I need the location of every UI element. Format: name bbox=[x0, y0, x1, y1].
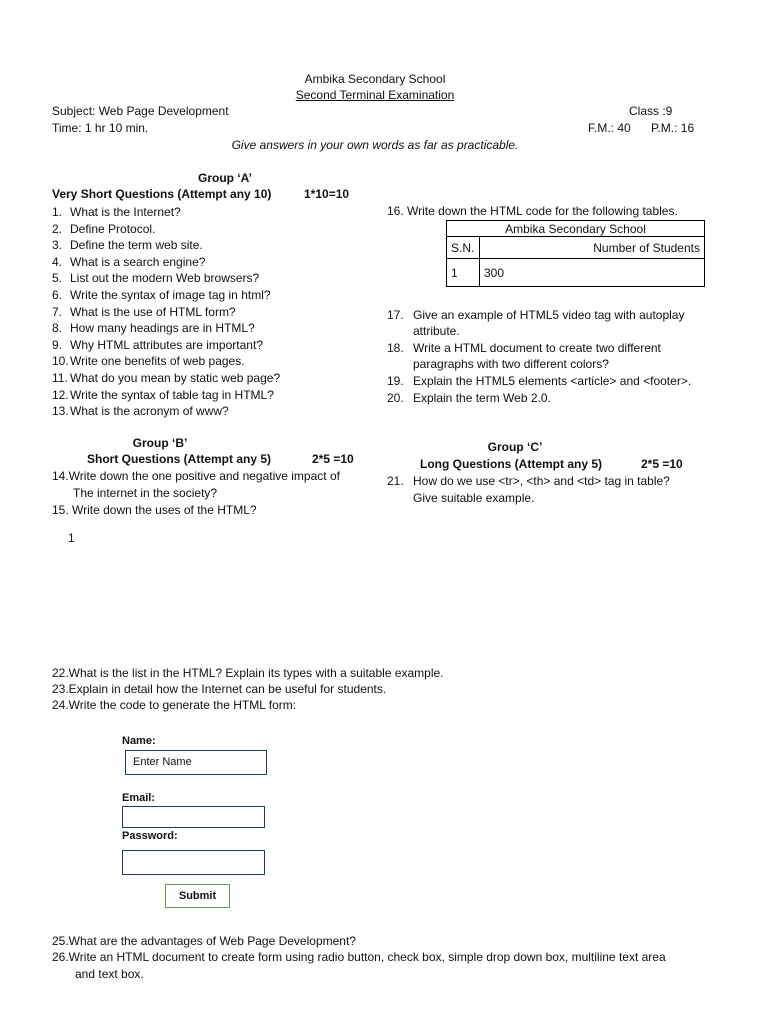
school-name: Ambika Secondary School bbox=[304, 72, 446, 86]
group-b-heading: Short Questions (Attempt any 5) bbox=[87, 452, 272, 466]
pass-marks: P.M.: 16 bbox=[651, 121, 695, 135]
question-7 bbox=[52, 304, 236, 320]
password-label: Password: bbox=[122, 830, 178, 842]
question-21-number: 21. bbox=[387, 474, 404, 488]
question-text: What is a search engine? bbox=[70, 254, 206, 269]
question-26: 26.Write an HTML document to create form using radio button, check box, simple drop down box, multiline text area bbox=[52, 950, 666, 964]
question-18: Write a HTML document to create two different bbox=[413, 341, 661, 355]
question-21: How do we use <tr>, <th> and <td> tag in table? bbox=[413, 474, 670, 488]
question-text: What is the acronym of www? bbox=[70, 404, 229, 419]
question-number: 3. bbox=[52, 238, 63, 253]
subject-line: Subject: Web Page Development bbox=[52, 104, 229, 118]
question-10 bbox=[52, 353, 245, 369]
name-input-placeholder: Enter Name bbox=[133, 756, 192, 768]
question-3 bbox=[52, 237, 203, 253]
question-11 bbox=[52, 370, 280, 386]
question-number: 4. bbox=[52, 254, 63, 269]
question-9 bbox=[52, 337, 263, 353]
question-number: 2. bbox=[52, 221, 63, 236]
email-input bbox=[122, 806, 265, 828]
question-14-cont: The internet in the society? bbox=[73, 486, 218, 500]
group-c-heading: Long Questions (Attempt any 5) bbox=[420, 457, 603, 471]
question-number: 8. bbox=[52, 321, 63, 336]
question-text: Write the syntax of image tag in html? bbox=[70, 288, 271, 302]
question-19-number: 19. bbox=[387, 374, 404, 388]
question-24: 24.Write the code to generate the HTML form: bbox=[52, 698, 297, 712]
table-cell-sn: 1 bbox=[447, 259, 480, 287]
question-text: Write one benefits of web pages. bbox=[70, 354, 245, 369]
question-23: 23.Explain in detail how the Internet can be useful for students. bbox=[52, 682, 387, 696]
question-25: 25.What are the advantages of Web Page Development? bbox=[52, 934, 356, 948]
group-b-marks: 2*5 =10 bbox=[312, 452, 354, 466]
question-number: 13. bbox=[52, 404, 69, 419]
question-text: Write the syntax of table tag in HTML? bbox=[70, 387, 274, 402]
table-header-students: Number of Students bbox=[480, 237, 705, 259]
question-8 bbox=[52, 320, 255, 336]
question-number: 12. bbox=[52, 387, 69, 402]
group-a-marks: 1*10=10 bbox=[304, 187, 350, 201]
question-15: 15. Write down the uses of the HTML? bbox=[52, 503, 257, 517]
group-c-title: Group ‘C’ bbox=[487, 440, 543, 454]
question-12 bbox=[52, 387, 274, 403]
question-21-cont: Give suitable example. bbox=[413, 491, 535, 505]
exam-title: Second Terminal Examination bbox=[295, 88, 455, 102]
table-title-cell: Ambika Secondary School bbox=[447, 221, 705, 237]
question-number: 6. bbox=[52, 288, 63, 302]
full-marks: F.M.: 40 bbox=[588, 121, 631, 135]
question-2 bbox=[52, 221, 155, 237]
question-18-number: 18. bbox=[387, 341, 404, 355]
question-14: 14.Write down the one positive and negative impact of bbox=[52, 469, 340, 483]
submit-button: Submit bbox=[165, 884, 230, 908]
question-22: 22.What is the list in the HTML? Explain its types with a suitable example. bbox=[52, 666, 444, 680]
table-cell-students: 300 bbox=[480, 259, 705, 287]
question-text: Define Protocol. bbox=[70, 221, 156, 236]
instruction: Give answers in your own words as far as practicable. bbox=[231, 138, 519, 152]
group-a-heading: Very Short Questions (Attempt any 10) bbox=[52, 187, 272, 201]
question-5 bbox=[52, 270, 259, 286]
group-b-title: Group ‘B’ bbox=[132, 436, 188, 450]
question-text: What is the use of HTML form? bbox=[70, 304, 236, 319]
question-text: What is the Internet? bbox=[70, 205, 181, 219]
question-text: Define the term web site. bbox=[70, 238, 203, 253]
question-17: Give an example of HTML5 video tag with autoplay bbox=[413, 308, 685, 322]
table-header-sn: S.N. bbox=[447, 237, 480, 259]
question-20: Explain the term Web 2.0. bbox=[413, 391, 551, 405]
name-label: Name: bbox=[122, 735, 156, 747]
question-6 bbox=[52, 287, 271, 303]
question-number: 11. bbox=[52, 371, 68, 385]
question-text: List out the modern Web browsers? bbox=[70, 271, 260, 286]
question-16: 16. Write down the HTML code for the following tables. bbox=[387, 204, 678, 218]
question-17-cont: attribute. bbox=[413, 324, 460, 338]
email-label: Email: bbox=[122, 792, 156, 804]
question-number: 5. bbox=[52, 271, 63, 286]
question-4 bbox=[52, 254, 205, 270]
question-number: 9. bbox=[52, 337, 63, 352]
group-a-title: Group ‘A’ bbox=[198, 171, 252, 185]
time-line: Time: 1 hr 10 min. bbox=[52, 121, 149, 135]
question-text: How many headings are in HTML? bbox=[70, 321, 255, 336]
question-17-number: 17. bbox=[387, 308, 404, 322]
question-text: Why HTML attributes are important? bbox=[70, 337, 263, 352]
group-c-marks: 2*5 =10 bbox=[641, 457, 683, 471]
class-line: Class :9 bbox=[629, 104, 673, 118]
question-19: Explain the HTML5 elements <article> and <footer>. bbox=[413, 374, 692, 388]
question-number: 7. bbox=[52, 304, 63, 319]
students-table bbox=[446, 220, 705, 287]
question-1 bbox=[52, 204, 181, 220]
question-text: What do you mean by static web page? bbox=[70, 371, 281, 385]
question-18-cont: paragraphs with two different colors? bbox=[413, 357, 609, 371]
question-26-cont: and text box. bbox=[75, 967, 144, 981]
question-20-number: 20. bbox=[387, 391, 404, 405]
question-number: 1. bbox=[52, 205, 63, 219]
question-13 bbox=[52, 403, 229, 419]
password-input bbox=[122, 850, 265, 875]
name-input bbox=[125, 750, 267, 775]
question-number: 10. bbox=[52, 354, 69, 369]
page-number: 1 bbox=[68, 531, 75, 545]
